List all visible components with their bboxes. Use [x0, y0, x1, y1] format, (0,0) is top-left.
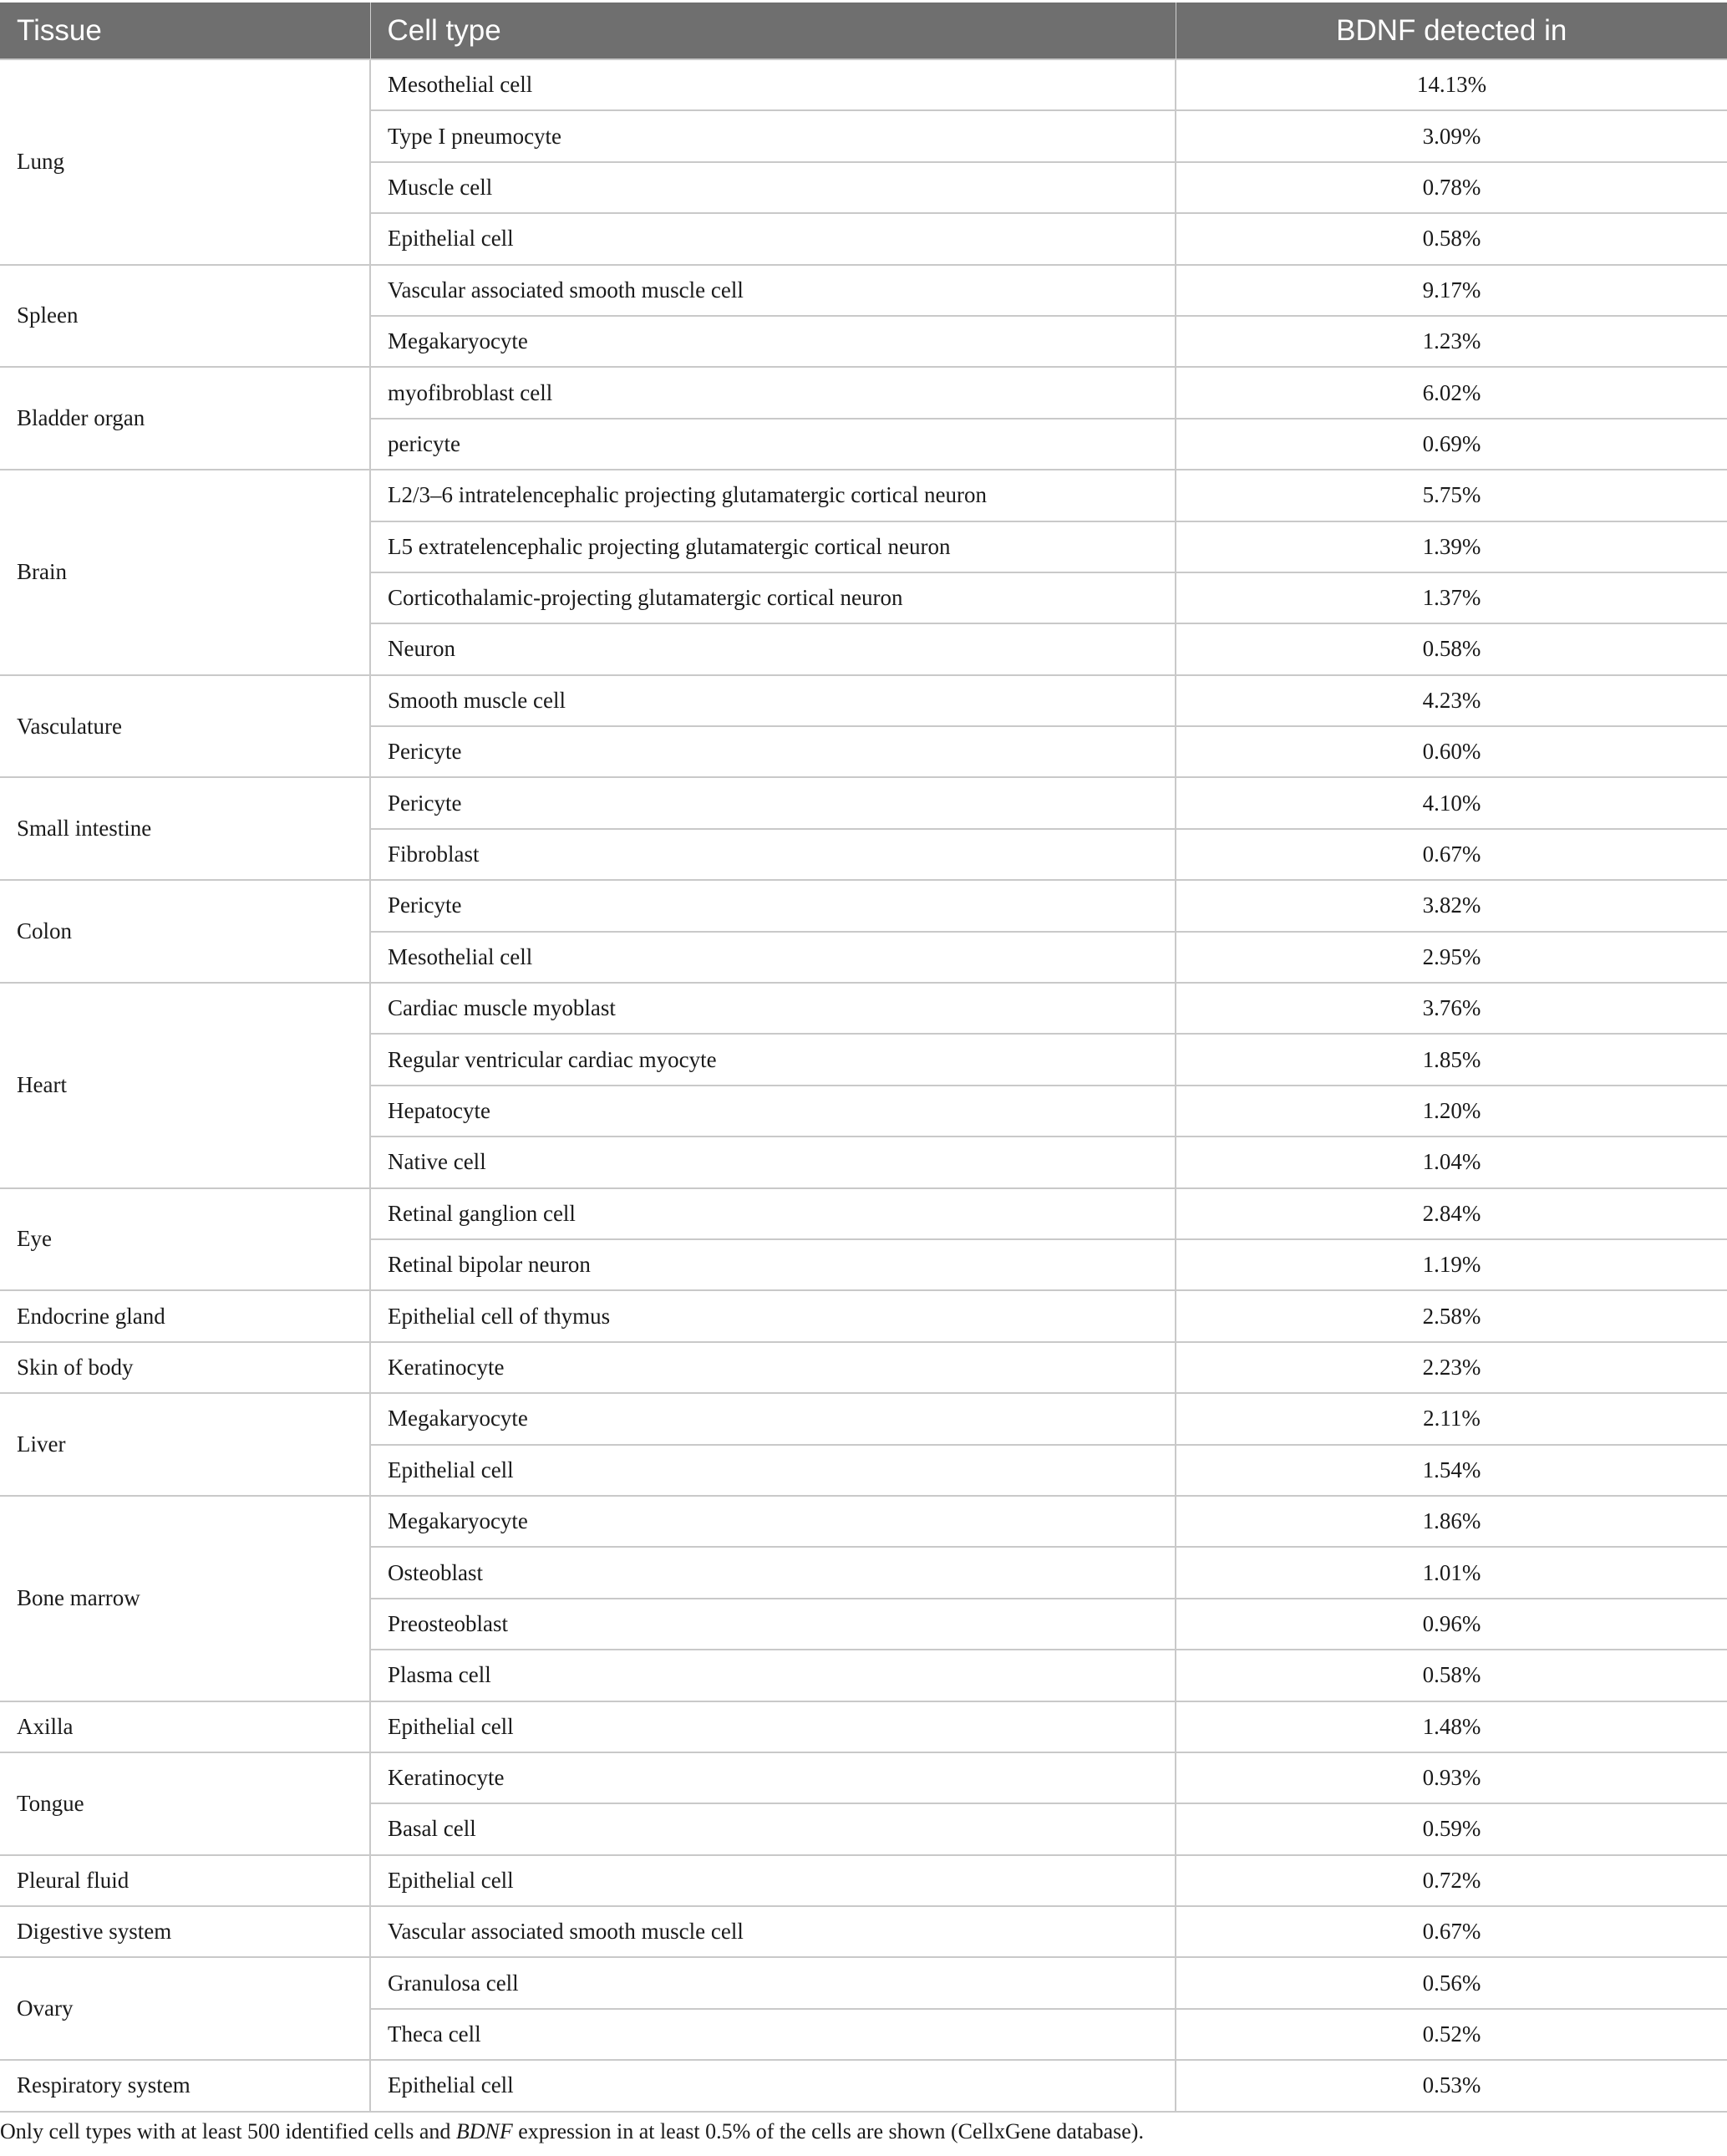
cell-type-cell: Basal cell — [370, 1803, 1176, 1854]
cell-type-cell: pericyte — [370, 419, 1176, 470]
bdnf-value-cell: 6.02% — [1176, 367, 1727, 418]
cell-type-cell: Epithelial cell — [370, 213, 1176, 264]
table-row — [0, 1752, 1727, 1803]
bdnf-value-cell: 0.60% — [1176, 726, 1727, 777]
tissue-cell: Bladder organ — [0, 367, 370, 470]
bdnf-value-cell: 3.82% — [1176, 880, 1727, 931]
cell-type-cell: Theca cell — [370, 2009, 1176, 2060]
bdnf-value-cell: 3.09% — [1176, 110, 1727, 161]
footnote-gene-name: BDNF — [455, 2119, 513, 2143]
bdnf-value-cell: 1.23% — [1176, 316, 1727, 367]
cell-type-cell: Epithelial cell — [370, 1855, 1176, 1906]
cell-type-cell: Megakaryocyte — [370, 316, 1176, 367]
table-row — [0, 1290, 1727, 1341]
cell-type-cell: Pericyte — [370, 880, 1176, 931]
cell-type-cell: Epithelial cell — [370, 1445, 1176, 1496]
cell-type-cell: Megakaryocyte — [370, 1393, 1176, 1444]
cell-type-cell: Hepatocyte — [370, 1086, 1176, 1136]
header-row — [0, 3, 1727, 59]
cell-type-cell: Vascular associated smooth muscle cell — [370, 1906, 1176, 1957]
cell-type-cell: Retinal bipolar neuron — [370, 1239, 1176, 1290]
table-row — [0, 1701, 1727, 1752]
bdnf-value-cell: 1.01% — [1176, 1547, 1727, 1598]
bdnf-value-cell: 1.86% — [1176, 1496, 1727, 1547]
cell-type-cell: Osteoblast — [370, 1547, 1176, 1598]
cell-type-cell: Keratinocyte — [370, 1342, 1176, 1393]
table-body — [0, 59, 1727, 2112]
footnote-text-after: expression in at least 0.5% of the cells are shown (CellxGene database). — [512, 2119, 1144, 2143]
tissue-cell: Pleural fluid — [0, 1855, 370, 1906]
bdnf-value-cell: 2.58% — [1176, 1290, 1727, 1341]
bdnf-value-cell: 0.93% — [1176, 1752, 1727, 1803]
bdnf-value-cell: 0.58% — [1176, 1650, 1727, 1701]
footnote-text-before: Only cell types with at least 500 identified cells and — [0, 2119, 456, 2143]
bdnf-value-cell: 0.53% — [1176, 2060, 1727, 2111]
tissue-cell: Lung — [0, 59, 370, 265]
bdnf-value-cell: 4.10% — [1176, 777, 1727, 828]
table-row — [0, 1342, 1727, 1393]
cell-type-cell: Neuron — [370, 623, 1176, 674]
tissue-cell: Bone marrow — [0, 1496, 370, 1701]
bdnf-value-cell: 0.67% — [1176, 1906, 1727, 1957]
cell-type-cell: Keratinocyte — [370, 1752, 1176, 1803]
cell-type-cell: Megakaryocyte — [370, 1496, 1176, 1547]
bdnf-value-cell: 4.23% — [1176, 675, 1727, 726]
bdnf-value-cell: 0.56% — [1176, 1957, 1727, 2008]
table-row — [0, 1855, 1727, 1906]
cell-type-cell: Fibroblast — [370, 829, 1176, 880]
cell-type-cell: myofibroblast cell — [370, 367, 1176, 418]
bdnf-value-cell: 1.54% — [1176, 1445, 1727, 1496]
bdnf-value-cell: 1.85% — [1176, 1034, 1727, 1085]
cell-type-cell: Epithelial cell — [370, 2060, 1176, 2111]
table-row — [0, 1393, 1727, 1444]
bdnf-value-cell: 1.19% — [1176, 1239, 1727, 1290]
tissue-cell: Spleen — [0, 265, 370, 368]
cell-type-cell: Type I pneumocyte — [370, 110, 1176, 161]
cell-type-cell: Preosteoblast — [370, 1599, 1176, 1650]
tissue-cell: Small intestine — [0, 777, 370, 880]
table-row — [0, 59, 1727, 110]
cell-type-cell: Epithelial cell — [370, 1701, 1176, 1752]
table-row — [0, 2060, 1727, 2111]
tissue-cell: Skin of body — [0, 1342, 370, 1393]
tissue-cell: Respiratory system — [0, 2060, 370, 2111]
table-row — [0, 983, 1727, 1034]
table-row — [0, 880, 1727, 931]
table-header — [0, 3, 1727, 59]
table-container — [0, 3, 1727, 2113]
tissue-cell: Digestive system — [0, 1906, 370, 1957]
tissue-cell: Vasculature — [0, 675, 370, 778]
tissue-cell: Axilla — [0, 1701, 370, 1752]
table-row — [0, 470, 1727, 521]
tissue-cell: Liver — [0, 1393, 370, 1496]
bdnf-value-cell: 0.78% — [1176, 162, 1727, 213]
bdnf-value-cell: 3.76% — [1176, 983, 1727, 1034]
bdnf-value-cell: 1.39% — [1176, 521, 1727, 572]
cell-type-cell: L5 extratelencephalic projecting glutamatergic cortical neuron — [370, 521, 1176, 572]
bdnf-value-cell: 1.37% — [1176, 572, 1727, 623]
tissue-cell: Ovary — [0, 1957, 370, 2060]
table-row — [0, 1957, 1727, 2008]
bdnf-value-cell: 2.11% — [1176, 1393, 1727, 1444]
bdnf-value-cell: 2.23% — [1176, 1342, 1727, 1393]
bdnf-value-cell: 0.52% — [1176, 2009, 1727, 2060]
header-tissue: Tissue — [0, 3, 370, 59]
bdnf-value-cell: 0.67% — [1176, 829, 1727, 880]
bdnf-value-cell: 0.58% — [1176, 213, 1727, 264]
bdnf-value-cell: 1.20% — [1176, 1086, 1727, 1136]
bdnf-value-cell: 1.48% — [1176, 1701, 1727, 1752]
table-row — [0, 1188, 1727, 1239]
tissue-cell: Endocrine gland — [0, 1290, 370, 1341]
bdnf-value-cell: 5.75% — [1176, 470, 1727, 521]
tissue-cell: Brain — [0, 470, 370, 675]
table-footnote — [0, 2119, 1144, 2144]
cell-type-cell: Regular ventricular cardiac myocyte — [370, 1034, 1176, 1085]
bdnf-value-cell: 1.04% — [1176, 1136, 1727, 1187]
bdnf-value-cell: 0.72% — [1176, 1855, 1727, 1906]
cell-type-cell: Cardiac muscle myoblast — [370, 983, 1176, 1034]
cell-type-cell: Pericyte — [370, 726, 1176, 777]
bdnf-value-cell: 9.17% — [1176, 265, 1727, 316]
cell-type-cell: Retinal ganglion cell — [370, 1188, 1176, 1239]
tissue-cell: Heart — [0, 983, 370, 1188]
bdnf-value-cell: 0.59% — [1176, 1803, 1727, 1854]
table-row — [0, 367, 1727, 418]
cell-type-cell: Pericyte — [370, 777, 1176, 828]
table-row — [0, 1496, 1727, 1547]
cell-type-cell: Mesothelial cell — [370, 59, 1176, 110]
bdnf-value-cell: 14.13% — [1176, 59, 1727, 110]
cell-type-cell: Plasma cell — [370, 1650, 1176, 1701]
table-row — [0, 675, 1727, 726]
table-row — [0, 1906, 1727, 1957]
bdnf-value-cell: 2.84% — [1176, 1188, 1727, 1239]
cell-type-cell: L2/3–6 intratelencephalic projecting glutamatergic cortical neuron — [370, 470, 1176, 521]
bdnf-value-cell: 0.96% — [1176, 1599, 1727, 1650]
bdnf-expression-table — [0, 3, 1727, 2113]
cell-type-cell: Muscle cell — [370, 162, 1176, 213]
bdnf-value-cell: 0.69% — [1176, 419, 1727, 470]
cell-type-cell: Epithelial cell of thymus — [370, 1290, 1176, 1341]
bdnf-value-cell: 0.58% — [1176, 623, 1727, 674]
table-row — [0, 265, 1727, 316]
table-row — [0, 777, 1727, 828]
bdnf-value-cell: 2.95% — [1176, 932, 1727, 983]
tissue-cell: Eye — [0, 1188, 370, 1291]
tissue-cell: Tongue — [0, 1752, 370, 1855]
header-cell-type: Cell type — [370, 3, 1176, 59]
cell-type-cell: Smooth muscle cell — [370, 675, 1176, 726]
header-bdnf-detected: BDNF detected in — [1176, 3, 1727, 59]
cell-type-cell: Vascular associated smooth muscle cell — [370, 265, 1176, 316]
tissue-cell: Colon — [0, 880, 370, 983]
cell-type-cell: Granulosa cell — [370, 1957, 1176, 2008]
cell-type-cell: Native cell — [370, 1136, 1176, 1187]
cell-type-cell: Corticothalamic-projecting glutamatergic cortical neuron — [370, 572, 1176, 623]
cell-type-cell: Mesothelial cell — [370, 932, 1176, 983]
